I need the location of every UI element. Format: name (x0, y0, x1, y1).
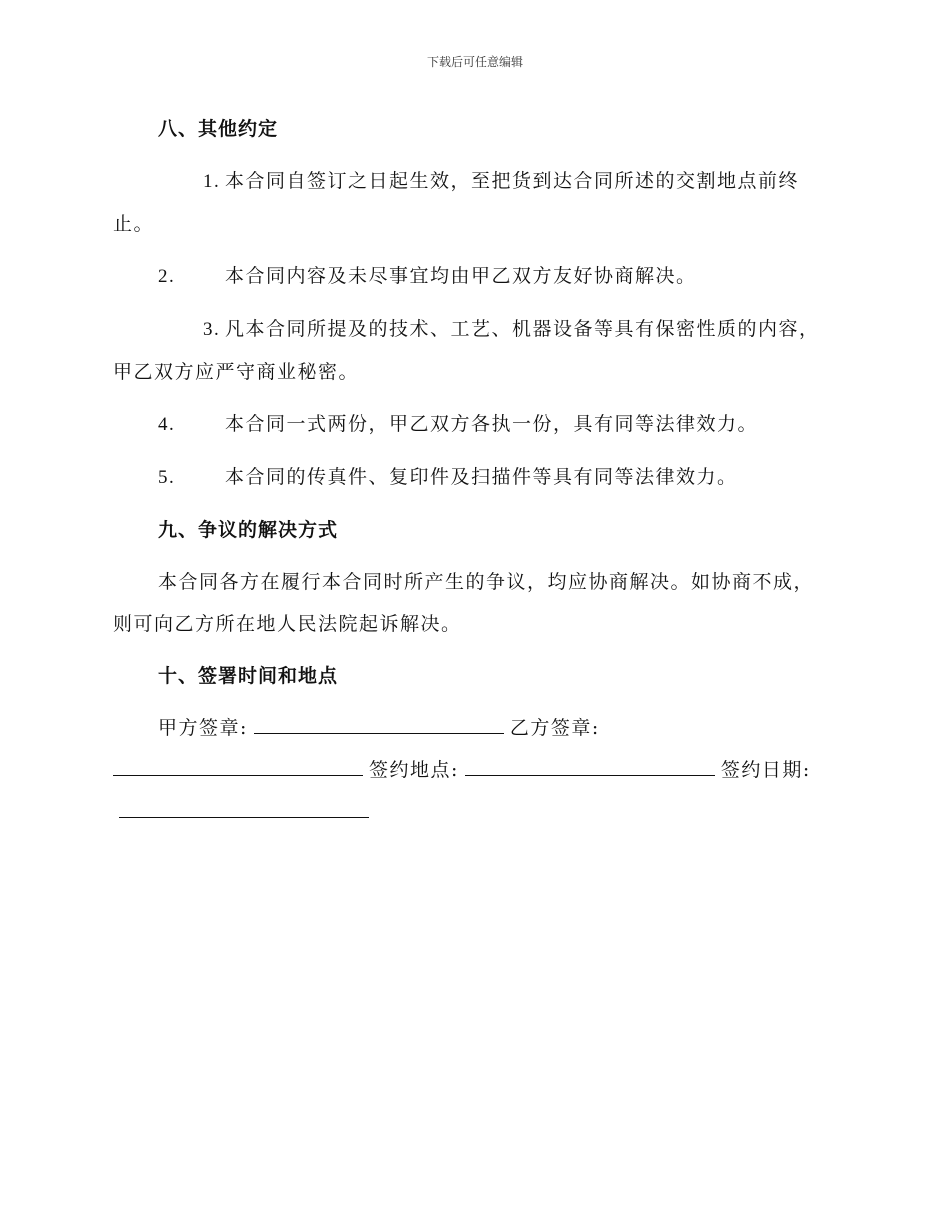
place-signature-line (465, 751, 715, 776)
date-label: 签约日期: (720, 759, 811, 781)
clause-item-5 (113, 456, 833, 499)
clause-item-1 (113, 160, 833, 245)
clause-number: 5. (158, 467, 176, 488)
dispute-resolution-text: 本合同各方在履行本合同时所产生的争议，均应协商解决。如协商不成，则可向乙方所在地人民法院起诉解决。 (113, 571, 815, 635)
clause-item-4 (113, 403, 833, 446)
section-heading-9: 九、争议的解决方式 (158, 519, 339, 541)
clause-number: 2. (158, 266, 176, 287)
clause-text: 凡本合同所提及的技术、工艺、机器设备等具有保密性质的内容，甲乙双方应严守商业秘密。 (113, 318, 820, 383)
party-b-label: 乙方签章: (509, 717, 600, 739)
date-signature-line (119, 793, 369, 818)
party-a-label: 甲方签章: (158, 717, 248, 739)
clause-text: 本合同内容及未尽事宜均由甲乙双方友好协商解决。 (225, 265, 697, 287)
place-label: 签约地点: (369, 759, 459, 781)
clause-text: 本合同一式两份，甲乙双方各执一份，具有同等法律效力。 (225, 413, 759, 435)
clause-number: 4. (158, 414, 176, 435)
party-a-signature-line (254, 709, 504, 734)
clause-number: 1. (203, 171, 221, 192)
document-body (113, 108, 833, 833)
clause-number: 3. (203, 319, 221, 340)
clause-item-3 (113, 308, 833, 393)
section-heading-10: 十、签署时间和地点 (158, 665, 339, 687)
section-heading-8: 八、其他约定 (158, 118, 279, 140)
clause-text: 本合同自签订之日起生效，至把货到达合同所述的交割地点前终止。 (113, 170, 800, 235)
party-b-signature-line (113, 751, 363, 776)
clause-text: 本合同的传真件、复印件及扫描件等具有同等法律效力。 (225, 466, 738, 488)
clause-item-2 (113, 255, 833, 298)
page-header: 下载后可任意编辑 (426, 55, 523, 69)
signature-block (113, 707, 833, 833)
